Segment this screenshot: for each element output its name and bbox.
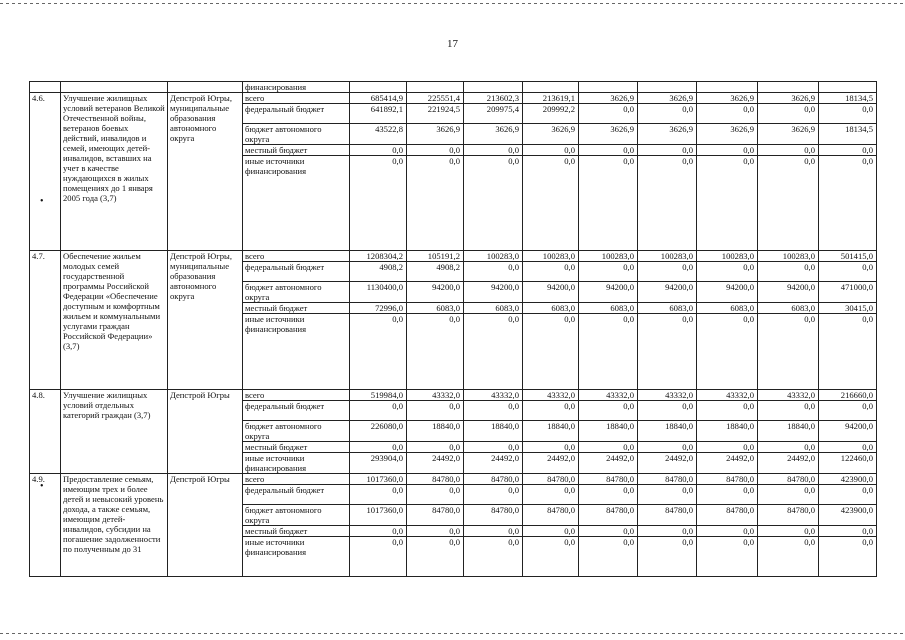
value-cell: 0,0 — [407, 526, 464, 537]
value-cell: 0,0 — [638, 262, 697, 282]
item-number: 4.8. — [30, 390, 61, 474]
value-cell: 423900,0 — [819, 474, 877, 485]
value-cell: 0,0 — [758, 485, 819, 505]
value-cell: 0,0 — [697, 145, 758, 156]
funding-source-label: иные источники финансирования — [243, 156, 350, 251]
value-cell: 0,0 — [819, 262, 877, 282]
value-cell: 3626,9 — [579, 124, 638, 145]
value-cell: 0,0 — [579, 485, 638, 505]
value-cell: 6083,0 — [758, 303, 819, 314]
funding-source-label: федеральный бюджет — [243, 104, 350, 124]
item-number: 4.9. — [30, 474, 61, 577]
value-cell: 0,0 — [758, 526, 819, 537]
value-cell: 24492,0 — [579, 453, 638, 474]
measure-name: Предоставление семьям, имеющим трех и более детей и невысокий уровень дохода, а также семьям, имеющим детей-инвалидов, субсидии на погашение задолженности по полученным до 31 — [61, 474, 168, 577]
value-cell: 0,0 — [697, 442, 758, 453]
funding-source-label: финансирования — [243, 82, 350, 93]
value-cell: 3626,9 — [464, 124, 523, 145]
value-cell: 84780,0 — [697, 474, 758, 485]
value-cell: 94200,0 — [407, 282, 464, 303]
value-cell: 0,0 — [697, 526, 758, 537]
value-cell: 0,0 — [407, 442, 464, 453]
value-cell: 0,0 — [638, 485, 697, 505]
value-cell: 122460,0 — [819, 453, 877, 474]
executor-name: Депстрой Югры, муниципальные образования автономного округа — [168, 93, 243, 251]
value-cell: 1017360,0 — [350, 474, 407, 485]
value-cell: 84780,0 — [464, 505, 523, 526]
funding-source-label: бюджет автономного округа — [243, 421, 350, 442]
funding-source-label: местный бюджет — [243, 303, 350, 314]
executor-name: Депстрой Югры — [168, 474, 243, 577]
value-cell: 84780,0 — [579, 474, 638, 485]
value-cell: 43332,0 — [579, 390, 638, 401]
value-cell: 18840,0 — [758, 421, 819, 442]
value-cell: 0,0 — [407, 401, 464, 421]
value-cell: 0,0 — [758, 156, 819, 251]
value-cell: 519984,0 — [350, 390, 407, 401]
table-row — [30, 82, 877, 93]
value-cell: 0,0 — [697, 401, 758, 421]
value-cell: 216660,0 — [819, 390, 877, 401]
value-cell: 0,0 — [407, 314, 464, 390]
value-cell: 501415,0 — [819, 251, 877, 262]
value-cell: 100283,0 — [523, 251, 579, 262]
value-cell: 213619,1 — [523, 93, 579, 104]
value-cell: 225551,4 — [407, 93, 464, 104]
value-cell: 0,0 — [819, 485, 877, 505]
value-cell: 226080,0 — [350, 421, 407, 442]
value-cell: 0,0 — [579, 104, 638, 124]
value-cell: 0,0 — [350, 485, 407, 505]
funding-source-label: местный бюджет — [243, 526, 350, 537]
value-cell: 0,0 — [819, 156, 877, 251]
value-cell: 0,0 — [758, 262, 819, 282]
value-cell: 0,0 — [638, 537, 697, 577]
value-cell: 94200,0 — [819, 421, 877, 442]
value-cell: 0,0 — [464, 526, 523, 537]
value-cell: 18134,5 — [819, 124, 877, 145]
table-row — [30, 93, 877, 104]
value-cell: 100283,0 — [464, 251, 523, 262]
value-cell: 0,0 — [523, 156, 579, 251]
value-cell: 100283,0 — [638, 251, 697, 262]
funding-source-label: местный бюджет — [243, 442, 350, 453]
executor-name: Депстрой Югры, муниципальные образования автономного округа — [168, 251, 243, 390]
value-cell: 100283,0 — [697, 251, 758, 262]
value-cell: 221924,5 — [407, 104, 464, 124]
value-cell: 0,0 — [697, 156, 758, 251]
value-cell: 18840,0 — [579, 421, 638, 442]
value-cell: 84780,0 — [464, 474, 523, 485]
value-cell: 0,0 — [758, 401, 819, 421]
value-cell: 94200,0 — [638, 282, 697, 303]
value-cell: 84780,0 — [407, 474, 464, 485]
value-cell: 0,0 — [758, 314, 819, 390]
funding-source-label: всего — [243, 93, 350, 104]
page-number: 17 — [447, 38, 458, 50]
value-cell: 0,0 — [638, 145, 697, 156]
value-cell: 0,0 — [523, 442, 579, 453]
value-cell: 0,0 — [579, 145, 638, 156]
value-cell: 0,0 — [350, 442, 407, 453]
value-cell: 6083,0 — [407, 303, 464, 314]
funding-source-label: всего — [243, 474, 350, 485]
value-cell: 0,0 — [819, 314, 877, 390]
value-cell: 94200,0 — [758, 282, 819, 303]
value-cell: 471000,0 — [819, 282, 877, 303]
executor-name: Депстрой Югры — [168, 390, 243, 474]
value-cell: 0,0 — [464, 262, 523, 282]
funding-source-label: бюджет автономного округа — [243, 124, 350, 145]
value-cell: 6083,0 — [464, 303, 523, 314]
cell-empty — [30, 82, 61, 93]
scan-speck: • — [40, 196, 44, 207]
funding-source-label: иные источники финансирования — [243, 537, 350, 577]
cell-empty — [168, 82, 243, 93]
value-cell: 0,0 — [697, 314, 758, 390]
value-cell: 213602,3 — [464, 93, 523, 104]
value-cell: 0,0 — [638, 442, 697, 453]
value-cell: 0,0 — [638, 401, 697, 421]
funding-source-label: бюджет автономного округа — [243, 505, 350, 526]
value-cell: 0,0 — [697, 485, 758, 505]
value-cell: 4908,2 — [407, 262, 464, 282]
value-cell: 0,0 — [350, 526, 407, 537]
value-cell: 0,0 — [464, 485, 523, 505]
value-cell: 3626,9 — [758, 124, 819, 145]
value-cell: 0,0 — [523, 537, 579, 577]
value-cell: 3626,9 — [579, 93, 638, 104]
value-cell: 0,0 — [464, 156, 523, 251]
value-cell: 0,0 — [579, 262, 638, 282]
value-cell: 84780,0 — [638, 505, 697, 526]
funding-table — [29, 81, 877, 577]
value-cell: 18840,0 — [464, 421, 523, 442]
value-cell: 84780,0 — [523, 474, 579, 485]
value-cell: 6083,0 — [638, 303, 697, 314]
item-number: 4.7. — [30, 251, 61, 390]
value-cell: 0,0 — [697, 537, 758, 577]
value-cell — [579, 82, 638, 93]
value-cell: 1208304,2 — [350, 251, 407, 262]
value-cell: 293904,0 — [350, 453, 407, 474]
value-cell: 84780,0 — [758, 505, 819, 526]
cell-empty — [61, 82, 168, 93]
value-cell: 3626,9 — [697, 93, 758, 104]
value-cell: 94200,0 — [464, 282, 523, 303]
value-cell — [350, 82, 407, 93]
funding-source-label: федеральный бюджет — [243, 401, 350, 421]
value-cell: 84780,0 — [523, 505, 579, 526]
value-cell: 3626,9 — [697, 124, 758, 145]
table-row — [30, 251, 877, 262]
value-cell: 0,0 — [579, 314, 638, 390]
value-cell: 94200,0 — [523, 282, 579, 303]
value-cell: 24492,0 — [464, 453, 523, 474]
value-cell: 0,0 — [638, 104, 697, 124]
value-cell: 24492,0 — [523, 453, 579, 474]
value-cell — [638, 82, 697, 93]
value-cell: 0,0 — [579, 156, 638, 251]
value-cell: 0,0 — [350, 156, 407, 251]
funding-source-label: всего — [243, 251, 350, 262]
funding-source-label: иные источники финансирования — [243, 314, 350, 390]
value-cell: 423900,0 — [819, 505, 877, 526]
funding-source-label: федеральный бюджет — [243, 485, 350, 505]
value-cell: 209992,2 — [523, 104, 579, 124]
value-cell: 0,0 — [758, 104, 819, 124]
value-cell — [819, 82, 877, 93]
value-cell: 0,0 — [464, 401, 523, 421]
value-cell: 24492,0 — [407, 453, 464, 474]
value-cell: 84780,0 — [638, 474, 697, 485]
value-cell: 0,0 — [638, 314, 697, 390]
value-cell: 43522,8 — [350, 124, 407, 145]
value-cell: 0,0 — [464, 442, 523, 453]
funding-source-label: иные источники финансирования — [243, 453, 350, 474]
value-cell: 105191,2 — [407, 251, 464, 262]
value-cell: 0,0 — [638, 526, 697, 537]
value-cell: 0,0 — [523, 485, 579, 505]
value-cell: 3626,9 — [407, 124, 464, 145]
value-cell — [697, 82, 758, 93]
value-cell: 72996,0 — [350, 303, 407, 314]
value-cell — [464, 82, 523, 93]
value-cell: 0,0 — [697, 262, 758, 282]
scan-edge-top — [0, 3, 905, 4]
value-cell: 0,0 — [638, 156, 697, 251]
value-cell: 3626,9 — [758, 93, 819, 104]
value-cell: 0,0 — [758, 537, 819, 577]
value-cell: 18840,0 — [523, 421, 579, 442]
value-cell: 3626,9 — [523, 124, 579, 145]
value-cell: 84780,0 — [579, 505, 638, 526]
value-cell: 18840,0 — [638, 421, 697, 442]
value-cell: 0,0 — [407, 156, 464, 251]
table-row — [30, 474, 877, 485]
funding-source-label: бюджет автономного округа — [243, 282, 350, 303]
value-cell: 3626,9 — [638, 93, 697, 104]
value-cell: 0,0 — [350, 401, 407, 421]
value-cell: 0,0 — [407, 485, 464, 505]
scan-speck: • — [40, 481, 44, 492]
value-cell: 24492,0 — [758, 453, 819, 474]
value-cell: 0,0 — [819, 145, 877, 156]
value-cell: 94200,0 — [697, 282, 758, 303]
value-cell: 0,0 — [350, 314, 407, 390]
value-cell: 18840,0 — [407, 421, 464, 442]
value-cell: 6083,0 — [579, 303, 638, 314]
measure-name: Улучшение жилищных условий отдельных категорий граждан (3,7) — [61, 390, 168, 474]
value-cell: 209975,4 — [464, 104, 523, 124]
value-cell: 43332,0 — [407, 390, 464, 401]
value-cell: 0,0 — [819, 526, 877, 537]
value-cell: 18134,5 — [819, 93, 877, 104]
value-cell: 0,0 — [579, 526, 638, 537]
funding-source-label: федеральный бюджет — [243, 262, 350, 282]
value-cell: 0,0 — [523, 145, 579, 156]
value-cell: 0,0 — [579, 442, 638, 453]
measure-name: Обеспечение жильем молодых семей государственной программы Российской Федерации «Обеспечение доступным и комфортным жильем и коммунальными услугами граждан Российской Федерации» (3,7) — [61, 251, 168, 390]
value-cell: 0,0 — [819, 401, 877, 421]
value-cell: 0,0 — [819, 537, 877, 577]
value-cell: 30415,0 — [819, 303, 877, 314]
value-cell: 0,0 — [579, 537, 638, 577]
value-cell: 24492,0 — [697, 453, 758, 474]
value-cell: 0,0 — [350, 145, 407, 156]
value-cell: 0,0 — [464, 145, 523, 156]
item-number: 4.6. — [30, 93, 61, 251]
value-cell: 0,0 — [579, 401, 638, 421]
value-cell: 0,0 — [758, 145, 819, 156]
value-cell: 43332,0 — [638, 390, 697, 401]
value-cell: 100283,0 — [758, 251, 819, 262]
value-cell: 0,0 — [523, 401, 579, 421]
value-cell: 18840,0 — [697, 421, 758, 442]
value-cell — [407, 82, 464, 93]
value-cell: 84780,0 — [697, 505, 758, 526]
value-cell: 24492,0 — [638, 453, 697, 474]
value-cell: 84780,0 — [407, 505, 464, 526]
value-cell: 4908,2 — [350, 262, 407, 282]
value-cell: 100283,0 — [579, 251, 638, 262]
value-cell: 84780,0 — [758, 474, 819, 485]
value-cell: 0,0 — [407, 145, 464, 156]
scan-edge-bottom — [0, 633, 905, 634]
value-cell: 0,0 — [819, 442, 877, 453]
value-cell: 1017360,0 — [350, 505, 407, 526]
value-cell: 685414,9 — [350, 93, 407, 104]
value-cell: 94200,0 — [579, 282, 638, 303]
value-cell: 43332,0 — [758, 390, 819, 401]
value-cell: 0,0 — [464, 314, 523, 390]
value-cell: 0,0 — [350, 537, 407, 577]
value-cell: 0,0 — [523, 314, 579, 390]
value-cell: 0,0 — [523, 262, 579, 282]
value-cell: 0,0 — [697, 104, 758, 124]
funding-source-label: местный бюджет — [243, 145, 350, 156]
value-cell: 3626,9 — [638, 124, 697, 145]
funding-source-label: всего — [243, 390, 350, 401]
value-cell — [758, 82, 819, 93]
value-cell: 0,0 — [819, 104, 877, 124]
value-cell: 0,0 — [523, 526, 579, 537]
value-cell: 43332,0 — [523, 390, 579, 401]
value-cell: 0,0 — [464, 537, 523, 577]
value-cell: 1130400,0 — [350, 282, 407, 303]
value-cell: 43332,0 — [464, 390, 523, 401]
value-cell: 0,0 — [758, 442, 819, 453]
value-cell: 6083,0 — [697, 303, 758, 314]
value-cell — [523, 82, 579, 93]
value-cell: 43332,0 — [697, 390, 758, 401]
value-cell: 641892,1 — [350, 104, 407, 124]
table-row — [30, 390, 877, 401]
value-cell: 0,0 — [407, 537, 464, 577]
value-cell: 6083,0 — [523, 303, 579, 314]
measure-name: Улучшение жилищных условий ветеранов Великой Отечественной войны, ветеранов боевых действий, инвалидов и семей, имеющих детей-инвалидов, вставших на учет в качестве нуждающихся в жилых помещениях до 1 января 2005 года (3,7) — [61, 93, 168, 251]
